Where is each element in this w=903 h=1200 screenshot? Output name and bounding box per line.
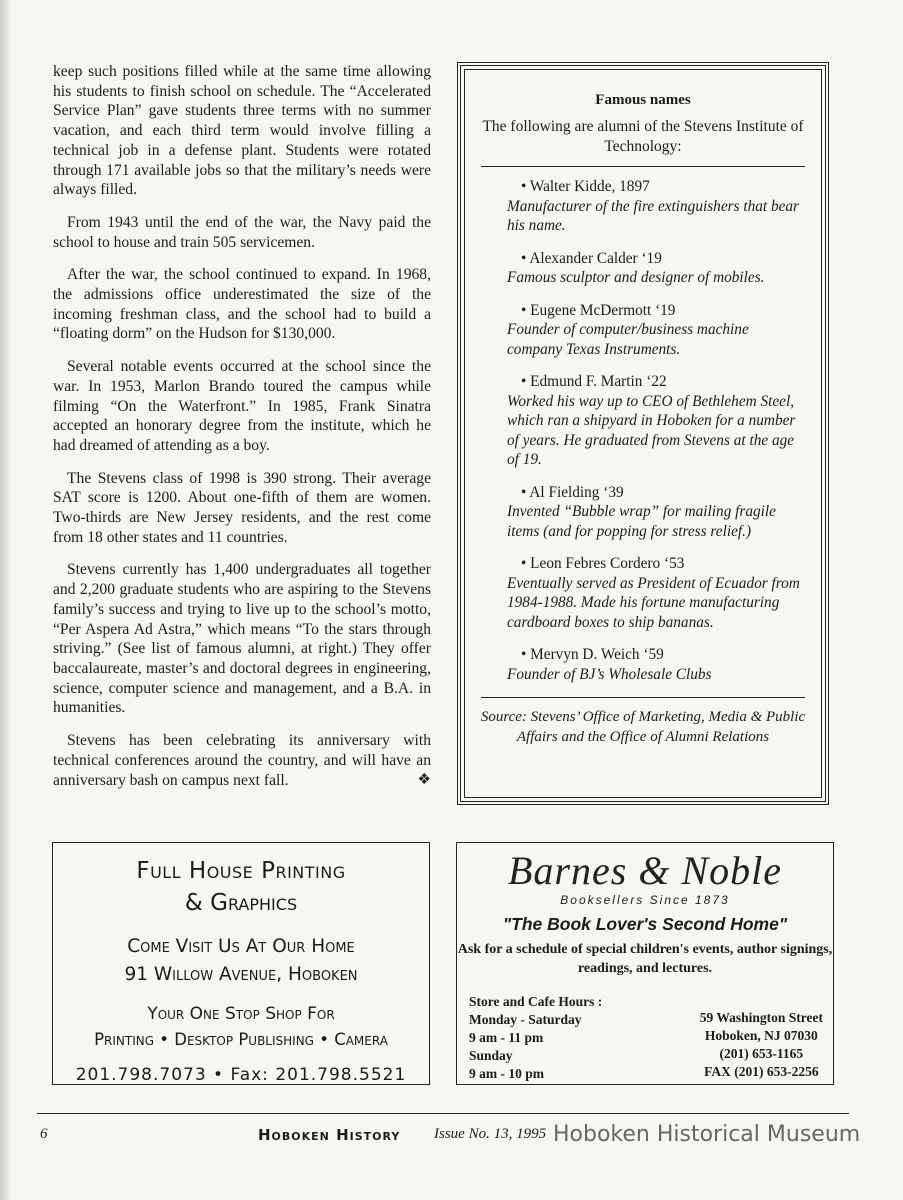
- divider: [481, 166, 805, 167]
- ad-invitation: Come Visit Us At Our Home: [127, 936, 355, 957]
- famous-names-sidebar: [457, 62, 829, 805]
- article-paragraph: Stevens currently has 1,400 undergraduates all together and 2,200 graduate students who are aspiring to the Stevens family’s success and trying to live up to the school’s motto, “Per Aspera Ad Astra,” which means “To the stars through striving.” (See list of famous alumni, at right.) They offer baccalaureate, master’s and doctoral degrees in engineering, science, computer science and management, and a B.A. in humanities.: [53, 561, 431, 717]
- bn-address-line: (201) 653-1165: [719, 1046, 804, 1061]
- page-number: 6: [40, 1126, 48, 1142]
- alumni-description: Manufacturer of the fire extinguishers that bear his name.: [507, 197, 800, 234]
- alumni-entry: [507, 483, 803, 542]
- ad-business-name-2: & Graphics: [184, 890, 298, 916]
- alumni-name: • Walter Kidde, 1897: [521, 178, 650, 195]
- sidebar-title: Famous names: [595, 92, 691, 108]
- divider: [481, 697, 805, 698]
- alumni-description: Worked his way up to CEO of Bethlehem Steel, which ran a shipyard in Hoboken for a number of years. He graduated from Stevens at the age of 19.: [507, 392, 796, 468]
- bn-address-line: FAX (201) 653-2256: [704, 1064, 819, 1079]
- alumni-name: • Alexander Calder ‘19: [521, 249, 662, 267]
- bn-hours-line: Sunday: [469, 1048, 513, 1063]
- article-paragraph: The Stevens class of 1998 is 390 strong. Their average SAT score is 1200. About one-fifth of them are women. Two-thirds are New Jersey residents, and the rest come from 18 other states and 11 countries.: [53, 469, 431, 546]
- bn-logo: Barnes & Noble: [508, 848, 782, 893]
- ad-slogan: Your One Stop Shop For: [147, 1004, 335, 1024]
- article-paragraph: After the war, the school continued to expand. In 1968, the admissions office underestimated the size of the incoming freshman class, and the school had to build a “floating dorm” on the Hudson for $130,000.: [53, 266, 431, 343]
- article-paragraph: keep such positions filled while at the same time allowing his students to finish school on schedule. The “Accelerated Service Plan” gave students three terms with no summer vacation, and each third term would involve filling a technical job in a defense plant. Students were rotated through 171 available jobs so that the military’s needs were always filled.: [53, 63, 431, 199]
- bn-info: Ask for a schedule of special children's events, author signings, readings, and lectures.: [457, 942, 833, 976]
- publication-title: Hoboken History: [258, 1126, 401, 1144]
- alumni-entry: [507, 645, 803, 684]
- bn-address-line: 59 Washington Street: [699, 1010, 823, 1025]
- alumni-description: Founder of computer/business machine company Texas Instruments.: [507, 321, 749, 358]
- bn-hours-line: 9 am - 10 pm: [469, 1066, 544, 1081]
- alumni-name: • Leon Febres Cordero ‘53: [521, 555, 685, 572]
- footer-divider: [37, 1113, 849, 1114]
- bn-subtitle: Booksellers Since 1873: [560, 893, 730, 907]
- issue-label: Issue No. 13, 1995: [434, 1126, 547, 1142]
- bn-hours: [469, 993, 602, 1083]
- bn-address-line: Hoboken, NJ 07030: [704, 1028, 818, 1043]
- bn-tagline: "The Book Lover's Second Home": [502, 914, 788, 934]
- sidebar-source: Source: Stevens’ Office of Marketing, Media & Public Affairs and the Office of Alumni Relations: [480, 709, 806, 745]
- bn-hours-line: Monday - Saturday: [469, 1012, 582, 1027]
- ad-phone-fax: 201.798.7073 • Fax: 201.798.5521: [75, 1065, 407, 1085]
- alumni-name: • Al Fielding ‘39: [521, 483, 624, 501]
- alumni-description: Founder of BJ’s Wholesale Clubs: [507, 665, 712, 683]
- barnes-noble-advertisement: [456, 842, 834, 1085]
- bn-hours-line: Store and Cafe Hours :: [469, 994, 603, 1009]
- ad-business-name: Full House Printing: [136, 858, 346, 884]
- page-binding-shadow: [0, 0, 12, 1200]
- alumni-description: Invented “Bubble wrap” for mailing fragile items (and for popping for stress relief.): [507, 503, 776, 540]
- ad-services: Printing • Desktop Publishing • Camera: [94, 1030, 388, 1049]
- museum-watermark: Hoboken Historical Museum: [553, 1122, 861, 1147]
- alumni-entry: [507, 301, 803, 360]
- end-mark-icon: ❖: [417, 771, 431, 788]
- alumni-description: Famous sculptor and designer of mobiles.: [507, 269, 765, 286]
- article-paragraph: Several notable events occurred at the school since the war. In 1953, Marlon Brando toured the campus while filming “On the Waterfront.” In 1985, Frank Sinatra accepted an honorary degree from the institute, which he had dreamed of attending as a boy.: [53, 358, 431, 454]
- alumni-entry: [507, 177, 803, 236]
- printing-advertisement: [52, 842, 430, 1085]
- article-paragraph: From 1943 until the end of the war, the Navy paid the school to house and train 505 servicemen.: [53, 213, 431, 251]
- alumni-name: • Eugene McDermott ‘19: [521, 301, 676, 319]
- article-column: [53, 62, 431, 803]
- alumni-entry: [507, 249, 803, 288]
- alumni-description: Eventually served as President of Ecuador from 1984-1988. Made his fortune manufacturing cardboard boxes to ship bananas.: [507, 574, 800, 631]
- alumni-entry: [507, 372, 803, 470]
- article-paragraph-text: Stevens has been celebrating its anniversary with technical conferences around the country, and will have an anniversary bash on campus next fall.: [53, 732, 431, 789]
- bn-hours-line: 9 am - 11 pm: [469, 1030, 544, 1045]
- alumni-name: • Edmund F. Martin ‘22: [521, 373, 667, 390]
- article-paragraph-last: [53, 731, 431, 790]
- alumni-entry: [507, 554, 803, 632]
- ad-address: 91 Willow Avenue, Hoboken: [124, 964, 358, 985]
- alumni-name: • Mervyn D. Weich ‘59: [521, 646, 664, 663]
- bn-address: [700, 1009, 823, 1081]
- sidebar-intro: The following are alumni of the Stevens Institute of Technology:: [482, 118, 804, 155]
